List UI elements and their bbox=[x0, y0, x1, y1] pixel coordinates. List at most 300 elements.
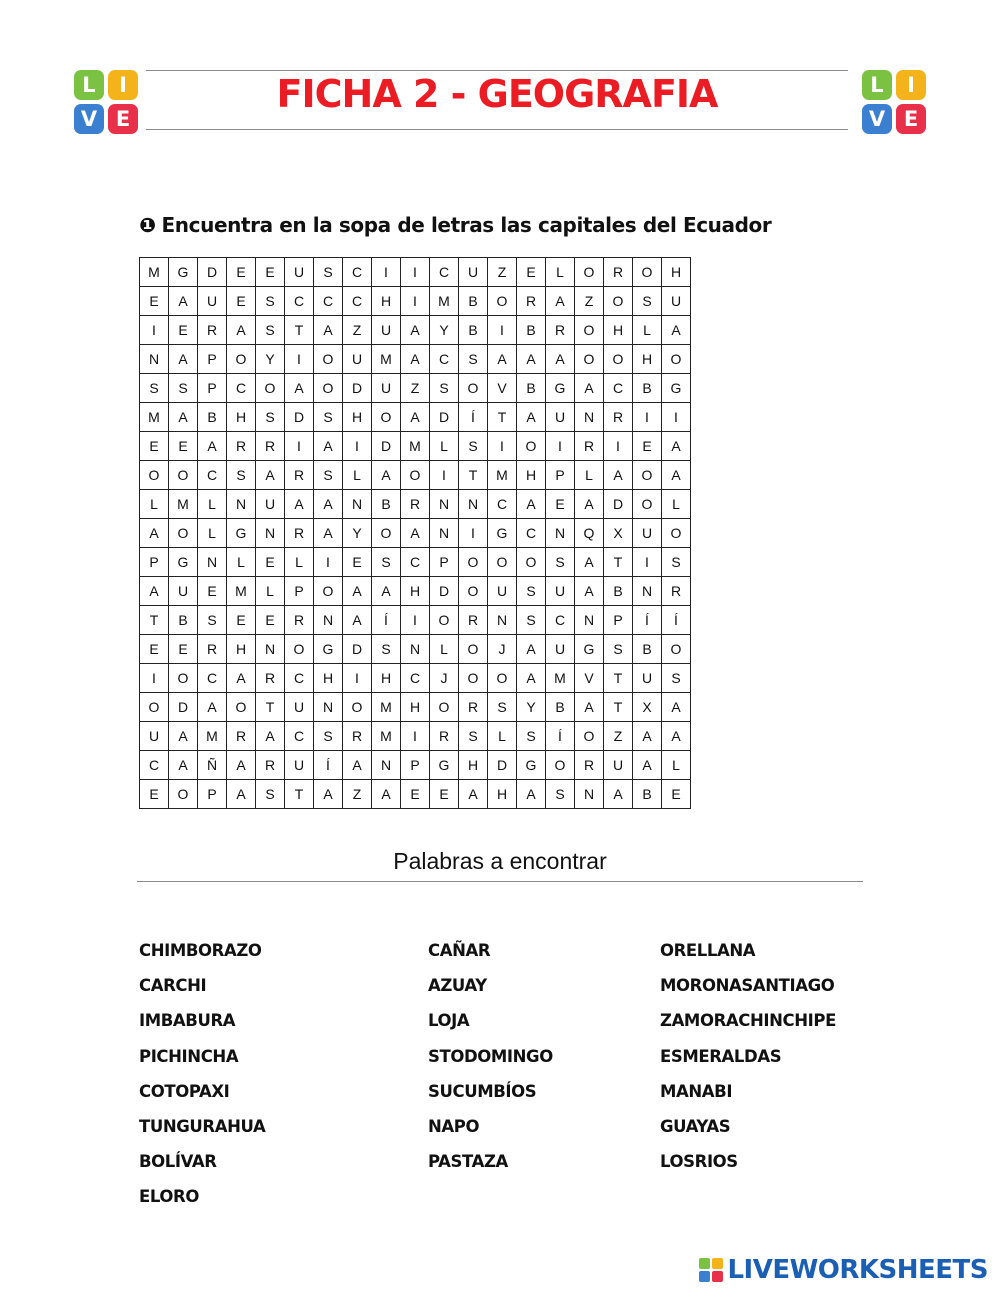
grid-cell[interactable]: N bbox=[314, 606, 343, 635]
grid-cell[interactable]: H bbox=[227, 403, 256, 432]
grid-cell[interactable]: O bbox=[227, 345, 256, 374]
grid-cell[interactable]: O bbox=[169, 461, 198, 490]
grid-cell[interactable]: O bbox=[575, 316, 604, 345]
grid-cell[interactable]: U bbox=[546, 403, 575, 432]
grid-cell[interactable]: R bbox=[401, 490, 430, 519]
grid-cell[interactable]: Z bbox=[343, 780, 372, 809]
grid-cell[interactable]: I bbox=[343, 432, 372, 461]
grid-cell[interactable]: S bbox=[633, 287, 662, 316]
grid-cell[interactable]: C bbox=[285, 287, 314, 316]
grid-cell[interactable]: I bbox=[633, 403, 662, 432]
grid-cell[interactable]: R bbox=[227, 432, 256, 461]
grid-cell[interactable]: C bbox=[140, 751, 169, 780]
grid-cell[interactable]: H bbox=[227, 635, 256, 664]
grid-cell[interactable]: D bbox=[343, 635, 372, 664]
grid-cell[interactable]: E bbox=[198, 577, 227, 606]
grid-cell[interactable]: O bbox=[517, 432, 546, 461]
grid-cell[interactable]: C bbox=[430, 258, 459, 287]
grid-cell[interactable]: M bbox=[401, 432, 430, 461]
grid-cell[interactable]: S bbox=[256, 287, 285, 316]
grid-cell[interactable]: G bbox=[169, 548, 198, 577]
grid-cell[interactable]: Q bbox=[575, 519, 604, 548]
grid-cell[interactable]: C bbox=[227, 374, 256, 403]
grid-cell[interactable]: O bbox=[256, 374, 285, 403]
grid-cell[interactable]: D bbox=[285, 403, 314, 432]
grid-cell[interactable]: S bbox=[430, 374, 459, 403]
grid-cell[interactable]: S bbox=[314, 258, 343, 287]
grid-cell[interactable]: T bbox=[604, 548, 633, 577]
grid-cell[interactable]: U bbox=[372, 374, 401, 403]
grid-cell[interactable]: O bbox=[372, 403, 401, 432]
grid-cell[interactable]: R bbox=[459, 693, 488, 722]
grid-cell[interactable]: H bbox=[401, 577, 430, 606]
grid-cell[interactable]: I bbox=[662, 403, 691, 432]
grid-cell[interactable]: A bbox=[546, 345, 575, 374]
grid-cell[interactable]: A bbox=[488, 345, 517, 374]
grid-cell[interactable]: A bbox=[256, 722, 285, 751]
grid-cell[interactable]: T bbox=[604, 664, 633, 693]
grid-cell[interactable]: A bbox=[662, 722, 691, 751]
grid-cell[interactable]: N bbox=[198, 548, 227, 577]
grid-cell[interactable]: P bbox=[285, 577, 314, 606]
grid-cell[interactable]: O bbox=[459, 635, 488, 664]
grid-cell[interactable]: C bbox=[546, 606, 575, 635]
grid-cell[interactable]: C bbox=[517, 519, 546, 548]
grid-cell[interactable]: Z bbox=[401, 374, 430, 403]
grid-cell[interactable]: A bbox=[662, 693, 691, 722]
grid-cell[interactable]: V bbox=[575, 664, 604, 693]
grid-cell[interactable]: U bbox=[285, 693, 314, 722]
grid-cell[interactable]: H bbox=[401, 693, 430, 722]
grid-cell[interactable]: Y bbox=[517, 693, 546, 722]
grid-cell[interactable]: M bbox=[140, 258, 169, 287]
grid-cell[interactable]: M bbox=[198, 722, 227, 751]
grid-cell[interactable]: E bbox=[546, 490, 575, 519]
grid-cell[interactable]: E bbox=[140, 432, 169, 461]
grid-cell[interactable]: R bbox=[227, 722, 256, 751]
grid-cell[interactable]: A bbox=[575, 577, 604, 606]
grid-cell[interactable]: B bbox=[459, 316, 488, 345]
grid-cell[interactable]: T bbox=[285, 780, 314, 809]
grid-cell[interactable]: A bbox=[575, 548, 604, 577]
grid-cell[interactable]: S bbox=[488, 693, 517, 722]
grid-cell[interactable]: S bbox=[140, 374, 169, 403]
grid-cell[interactable]: T bbox=[256, 693, 285, 722]
grid-cell[interactable]: N bbox=[256, 519, 285, 548]
grid-cell[interactable]: A bbox=[285, 374, 314, 403]
grid-cell[interactable]: N bbox=[488, 606, 517, 635]
grid-cell[interactable]: A bbox=[227, 751, 256, 780]
grid-cell[interactable]: H bbox=[459, 751, 488, 780]
grid-cell[interactable]: I bbox=[140, 316, 169, 345]
grid-cell[interactable]: A bbox=[314, 780, 343, 809]
grid-cell[interactable]: M bbox=[372, 345, 401, 374]
grid-cell[interactable]: U bbox=[662, 287, 691, 316]
grid-cell[interactable]: R bbox=[256, 664, 285, 693]
grid-cell[interactable]: I bbox=[633, 548, 662, 577]
grid-cell[interactable]: A bbox=[314, 490, 343, 519]
grid-cell[interactable]: S bbox=[372, 548, 401, 577]
grid-cell[interactable]: G bbox=[430, 751, 459, 780]
grid-cell[interactable]: I bbox=[401, 606, 430, 635]
grid-cell[interactable]: C bbox=[430, 345, 459, 374]
grid-cell[interactable]: B bbox=[372, 490, 401, 519]
liveworksheets-footer[interactable] bbox=[699, 1255, 988, 1285]
grid-cell[interactable]: N bbox=[430, 490, 459, 519]
grid-cell[interactable]: T bbox=[604, 693, 633, 722]
grid-cell[interactable]: R bbox=[662, 577, 691, 606]
grid-cell[interactable]: B bbox=[604, 577, 633, 606]
grid-cell[interactable]: R bbox=[198, 635, 227, 664]
grid-cell[interactable]: S bbox=[459, 432, 488, 461]
grid-cell[interactable]: H bbox=[604, 316, 633, 345]
grid-cell[interactable]: T bbox=[285, 316, 314, 345]
grid-cell[interactable]: H bbox=[662, 258, 691, 287]
grid-cell[interactable]: D bbox=[198, 258, 227, 287]
grid-cell[interactable]: Í bbox=[314, 751, 343, 780]
grid-cell[interactable]: O bbox=[401, 461, 430, 490]
grid-cell[interactable]: O bbox=[314, 577, 343, 606]
grid-cell[interactable]: E bbox=[256, 606, 285, 635]
grid-cell[interactable]: S bbox=[198, 606, 227, 635]
grid-cell[interactable]: N bbox=[459, 490, 488, 519]
grid-cell[interactable]: C bbox=[604, 374, 633, 403]
grid-cell[interactable]: N bbox=[546, 519, 575, 548]
grid-cell[interactable]: A bbox=[140, 577, 169, 606]
grid-cell[interactable]: L bbox=[343, 461, 372, 490]
grid-cell[interactable]: A bbox=[372, 577, 401, 606]
grid-cell[interactable]: L bbox=[662, 490, 691, 519]
grid-cell[interactable]: G bbox=[575, 635, 604, 664]
grid-cell[interactable]: S bbox=[662, 548, 691, 577]
grid-cell[interactable]: M bbox=[372, 693, 401, 722]
grid-cell[interactable]: A bbox=[372, 461, 401, 490]
grid-cell[interactable]: U bbox=[459, 258, 488, 287]
grid-cell[interactable]: A bbox=[227, 316, 256, 345]
grid-cell[interactable]: O bbox=[575, 722, 604, 751]
grid-cell[interactable]: A bbox=[169, 345, 198, 374]
grid-cell[interactable]: A bbox=[662, 316, 691, 345]
grid-cell[interactable]: E bbox=[256, 258, 285, 287]
grid-cell[interactable]: M bbox=[227, 577, 256, 606]
grid-cell[interactable]: N bbox=[430, 519, 459, 548]
grid-cell[interactable]: R bbox=[575, 751, 604, 780]
grid-cell[interactable]: V bbox=[488, 374, 517, 403]
grid-cell[interactable]: E bbox=[517, 258, 546, 287]
grid-cell[interactable]: E bbox=[169, 432, 198, 461]
grid-cell[interactable]: O bbox=[140, 461, 169, 490]
grid-cell[interactable]: L bbox=[430, 432, 459, 461]
grid-cell[interactable]: C bbox=[285, 664, 314, 693]
grid-cell[interactable]: Í bbox=[546, 722, 575, 751]
grid-cell[interactable]: M bbox=[546, 664, 575, 693]
grid-cell[interactable]: A bbox=[517, 780, 546, 809]
grid-cell[interactable]: S bbox=[256, 403, 285, 432]
grid-cell[interactable]: O bbox=[662, 635, 691, 664]
grid-cell[interactable]: B bbox=[517, 316, 546, 345]
grid-cell[interactable]: A bbox=[662, 461, 691, 490]
grid-cell[interactable]: N bbox=[575, 606, 604, 635]
grid-cell[interactable]: U bbox=[343, 345, 372, 374]
grid-cell[interactable]: L bbox=[198, 519, 227, 548]
grid-cell[interactable]: R bbox=[343, 722, 372, 751]
grid-cell[interactable]: L bbox=[575, 461, 604, 490]
grid-cell[interactable]: M bbox=[488, 461, 517, 490]
grid-cell[interactable]: L bbox=[285, 548, 314, 577]
grid-cell[interactable]: R bbox=[604, 403, 633, 432]
word-search-grid[interactable] bbox=[139, 257, 691, 809]
grid-cell[interactable]: H bbox=[633, 345, 662, 374]
grid-cell[interactable]: M bbox=[372, 722, 401, 751]
grid-cell[interactable]: P bbox=[140, 548, 169, 577]
grid-cell[interactable]: L bbox=[198, 490, 227, 519]
grid-cell[interactable]: D bbox=[604, 490, 633, 519]
grid-cell[interactable]: U bbox=[546, 635, 575, 664]
grid-cell[interactable]: I bbox=[343, 664, 372, 693]
grid-cell[interactable]: A bbox=[575, 693, 604, 722]
grid-cell[interactable]: L bbox=[256, 577, 285, 606]
grid-cell[interactable]: I bbox=[140, 664, 169, 693]
grid-cell[interactable]: O bbox=[314, 345, 343, 374]
grid-cell[interactable]: O bbox=[604, 345, 633, 374]
grid-cell[interactable]: G bbox=[314, 635, 343, 664]
grid-cell[interactable]: S bbox=[314, 403, 343, 432]
grid-cell[interactable]: S bbox=[314, 722, 343, 751]
grid-cell[interactable]: A bbox=[314, 432, 343, 461]
grid-cell[interactable]: A bbox=[227, 664, 256, 693]
grid-cell[interactable]: S bbox=[459, 722, 488, 751]
grid-cell[interactable]: I bbox=[401, 258, 430, 287]
grid-cell[interactable]: T bbox=[488, 403, 517, 432]
grid-cell[interactable]: I bbox=[546, 432, 575, 461]
grid-cell[interactable]: H bbox=[314, 664, 343, 693]
grid-cell[interactable]: P bbox=[401, 751, 430, 780]
grid-cell[interactable]: A bbox=[517, 664, 546, 693]
grid-cell[interactable]: C bbox=[401, 548, 430, 577]
grid-cell[interactable]: C bbox=[198, 461, 227, 490]
grid-cell[interactable]: S bbox=[459, 345, 488, 374]
grid-cell[interactable]: O bbox=[517, 548, 546, 577]
grid-cell[interactable]: O bbox=[459, 577, 488, 606]
grid-cell[interactable]: S bbox=[662, 664, 691, 693]
grid-cell[interactable]: U bbox=[198, 287, 227, 316]
grid-cell[interactable]: A bbox=[285, 490, 314, 519]
grid-cell[interactable]: E bbox=[343, 548, 372, 577]
grid-cell[interactable]: A bbox=[546, 287, 575, 316]
grid-cell[interactable]: N bbox=[575, 403, 604, 432]
grid-cell[interactable]: G bbox=[662, 374, 691, 403]
grid-cell[interactable]: C bbox=[401, 664, 430, 693]
grid-cell[interactable]: O bbox=[633, 461, 662, 490]
grid-cell[interactable]: E bbox=[140, 780, 169, 809]
grid-cell[interactable]: P bbox=[546, 461, 575, 490]
grid-cell[interactable]: I bbox=[372, 258, 401, 287]
grid-cell[interactable]: O bbox=[662, 345, 691, 374]
grid-cell[interactable]: A bbox=[517, 635, 546, 664]
grid-cell[interactable]: M bbox=[140, 403, 169, 432]
grid-cell[interactable]: D bbox=[430, 403, 459, 432]
grid-cell[interactable]: I bbox=[401, 722, 430, 751]
grid-cell[interactable]: N bbox=[633, 577, 662, 606]
grid-cell[interactable]: S bbox=[169, 374, 198, 403]
grid-cell[interactable]: E bbox=[633, 432, 662, 461]
grid-cell[interactable]: L bbox=[140, 490, 169, 519]
grid-cell[interactable]: A bbox=[169, 287, 198, 316]
grid-cell[interactable]: E bbox=[227, 606, 256, 635]
grid-cell[interactable]: B bbox=[517, 374, 546, 403]
grid-cell[interactable]: O bbox=[459, 374, 488, 403]
grid-cell[interactable]: I bbox=[285, 345, 314, 374]
grid-cell[interactable]: I bbox=[459, 519, 488, 548]
grid-cell[interactable]: U bbox=[256, 490, 285, 519]
grid-cell[interactable]: P bbox=[198, 780, 227, 809]
grid-cell[interactable]: L bbox=[430, 635, 459, 664]
grid-cell[interactable]: U bbox=[285, 751, 314, 780]
grid-cell[interactable]: E bbox=[227, 258, 256, 287]
grid-cell[interactable]: R bbox=[198, 316, 227, 345]
grid-cell[interactable]: R bbox=[459, 606, 488, 635]
grid-cell[interactable]: E bbox=[169, 316, 198, 345]
grid-cell[interactable]: A bbox=[604, 461, 633, 490]
grid-cell[interactable]: O bbox=[604, 287, 633, 316]
grid-cell[interactable]: R bbox=[604, 258, 633, 287]
grid-cell[interactable]: C bbox=[198, 664, 227, 693]
grid-cell[interactable]: I bbox=[488, 316, 517, 345]
grid-cell[interactable]: G bbox=[488, 519, 517, 548]
grid-cell[interactable]: O bbox=[430, 606, 459, 635]
grid-cell[interactable]: U bbox=[372, 316, 401, 345]
grid-cell[interactable]: P bbox=[430, 548, 459, 577]
grid-cell[interactable]: R bbox=[517, 287, 546, 316]
grid-cell[interactable]: A bbox=[198, 693, 227, 722]
grid-cell[interactable]: Í bbox=[459, 403, 488, 432]
grid-cell[interactable]: U bbox=[169, 577, 198, 606]
grid-cell[interactable]: A bbox=[517, 403, 546, 432]
grid-cell[interactable]: M bbox=[169, 490, 198, 519]
grid-cell[interactable]: O bbox=[633, 490, 662, 519]
grid-cell[interactable]: A bbox=[343, 577, 372, 606]
grid-cell[interactable]: A bbox=[169, 403, 198, 432]
grid-cell[interactable]: C bbox=[343, 287, 372, 316]
grid-cell[interactable]: Ñ bbox=[198, 751, 227, 780]
grid-cell[interactable]: N bbox=[401, 635, 430, 664]
grid-cell[interactable]: C bbox=[285, 722, 314, 751]
grid-cell[interactable]: H bbox=[488, 780, 517, 809]
grid-cell[interactable]: C bbox=[314, 287, 343, 316]
grid-cell[interactable]: A bbox=[662, 432, 691, 461]
grid-cell[interactable]: E bbox=[169, 635, 198, 664]
grid-cell[interactable]: S bbox=[314, 461, 343, 490]
grid-cell[interactable]: O bbox=[662, 519, 691, 548]
grid-cell[interactable]: U bbox=[604, 751, 633, 780]
grid-cell[interactable]: Y bbox=[256, 345, 285, 374]
grid-cell[interactable]: U bbox=[633, 664, 662, 693]
grid-cell[interactable]: O bbox=[488, 664, 517, 693]
grid-cell[interactable]: A bbox=[401, 403, 430, 432]
grid-cell[interactable]: O bbox=[488, 287, 517, 316]
grid-cell[interactable]: L bbox=[227, 548, 256, 577]
grid-cell[interactable]: O bbox=[459, 548, 488, 577]
grid-cell[interactable]: H bbox=[372, 664, 401, 693]
grid-cell[interactable]: O bbox=[227, 693, 256, 722]
grid-cell[interactable]: Z bbox=[343, 316, 372, 345]
grid-cell[interactable]: S bbox=[546, 548, 575, 577]
grid-cell[interactable]: R bbox=[256, 432, 285, 461]
grid-cell[interactable]: A bbox=[401, 519, 430, 548]
grid-cell[interactable]: C bbox=[488, 490, 517, 519]
grid-cell[interactable]: A bbox=[198, 432, 227, 461]
grid-cell[interactable]: A bbox=[169, 722, 198, 751]
grid-cell[interactable]: N bbox=[575, 780, 604, 809]
grid-cell[interactable]: D bbox=[372, 432, 401, 461]
grid-cell[interactable]: A bbox=[575, 490, 604, 519]
grid-cell[interactable]: D bbox=[343, 374, 372, 403]
grid-cell[interactable]: A bbox=[633, 751, 662, 780]
grid-cell[interactable]: I bbox=[604, 432, 633, 461]
grid-cell[interactable]: O bbox=[633, 258, 662, 287]
grid-cell[interactable]: A bbox=[140, 519, 169, 548]
grid-cell[interactable]: N bbox=[140, 345, 169, 374]
grid-cell[interactable]: A bbox=[343, 606, 372, 635]
grid-cell[interactable]: Y bbox=[343, 519, 372, 548]
grid-cell[interactable]: R bbox=[430, 722, 459, 751]
grid-cell[interactable]: Í bbox=[633, 606, 662, 635]
grid-cell[interactable]: P bbox=[198, 374, 227, 403]
grid-cell[interactable]: S bbox=[256, 316, 285, 345]
grid-cell[interactable]: B bbox=[633, 374, 662, 403]
grid-cell[interactable]: X bbox=[604, 519, 633, 548]
grid-cell[interactable]: A bbox=[575, 374, 604, 403]
grid-cell[interactable]: G bbox=[169, 258, 198, 287]
grid-cell[interactable]: A bbox=[314, 316, 343, 345]
grid-cell[interactable]: E bbox=[256, 548, 285, 577]
grid-cell[interactable]: N bbox=[227, 490, 256, 519]
grid-cell[interactable]: O bbox=[575, 345, 604, 374]
grid-cell[interactable]: B bbox=[169, 606, 198, 635]
grid-cell[interactable]: N bbox=[372, 751, 401, 780]
grid-cell[interactable]: D bbox=[430, 577, 459, 606]
grid-cell[interactable]: S bbox=[256, 780, 285, 809]
grid-cell[interactable]: O bbox=[314, 374, 343, 403]
grid-cell[interactable]: O bbox=[169, 780, 198, 809]
grid-cell[interactable]: J bbox=[488, 635, 517, 664]
grid-cell[interactable]: P bbox=[198, 345, 227, 374]
grid-cell[interactable]: A bbox=[227, 780, 256, 809]
grid-cell[interactable]: O bbox=[488, 548, 517, 577]
grid-cell[interactable]: Y bbox=[430, 316, 459, 345]
grid-cell[interactable]: X bbox=[633, 693, 662, 722]
grid-cell[interactable]: J bbox=[430, 664, 459, 693]
grid-cell[interactable]: S bbox=[604, 635, 633, 664]
grid-cell[interactable]: I bbox=[314, 548, 343, 577]
grid-cell[interactable]: A bbox=[256, 461, 285, 490]
grid-cell[interactable]: L bbox=[633, 316, 662, 345]
grid-cell[interactable]: U bbox=[488, 577, 517, 606]
grid-cell[interactable]: A bbox=[314, 519, 343, 548]
grid-cell[interactable]: B bbox=[459, 287, 488, 316]
grid-cell[interactable]: O bbox=[343, 693, 372, 722]
grid-cell[interactable]: A bbox=[169, 751, 198, 780]
grid-cell[interactable]: R bbox=[285, 461, 314, 490]
grid-cell[interactable]: C bbox=[343, 258, 372, 287]
grid-cell[interactable]: N bbox=[314, 693, 343, 722]
grid-cell[interactable]: U bbox=[140, 722, 169, 751]
grid-cell[interactable]: I bbox=[430, 461, 459, 490]
grid-cell[interactable]: Í bbox=[372, 606, 401, 635]
grid-cell[interactable]: U bbox=[633, 519, 662, 548]
grid-cell[interactable]: M bbox=[430, 287, 459, 316]
grid-cell[interactable]: A bbox=[517, 490, 546, 519]
